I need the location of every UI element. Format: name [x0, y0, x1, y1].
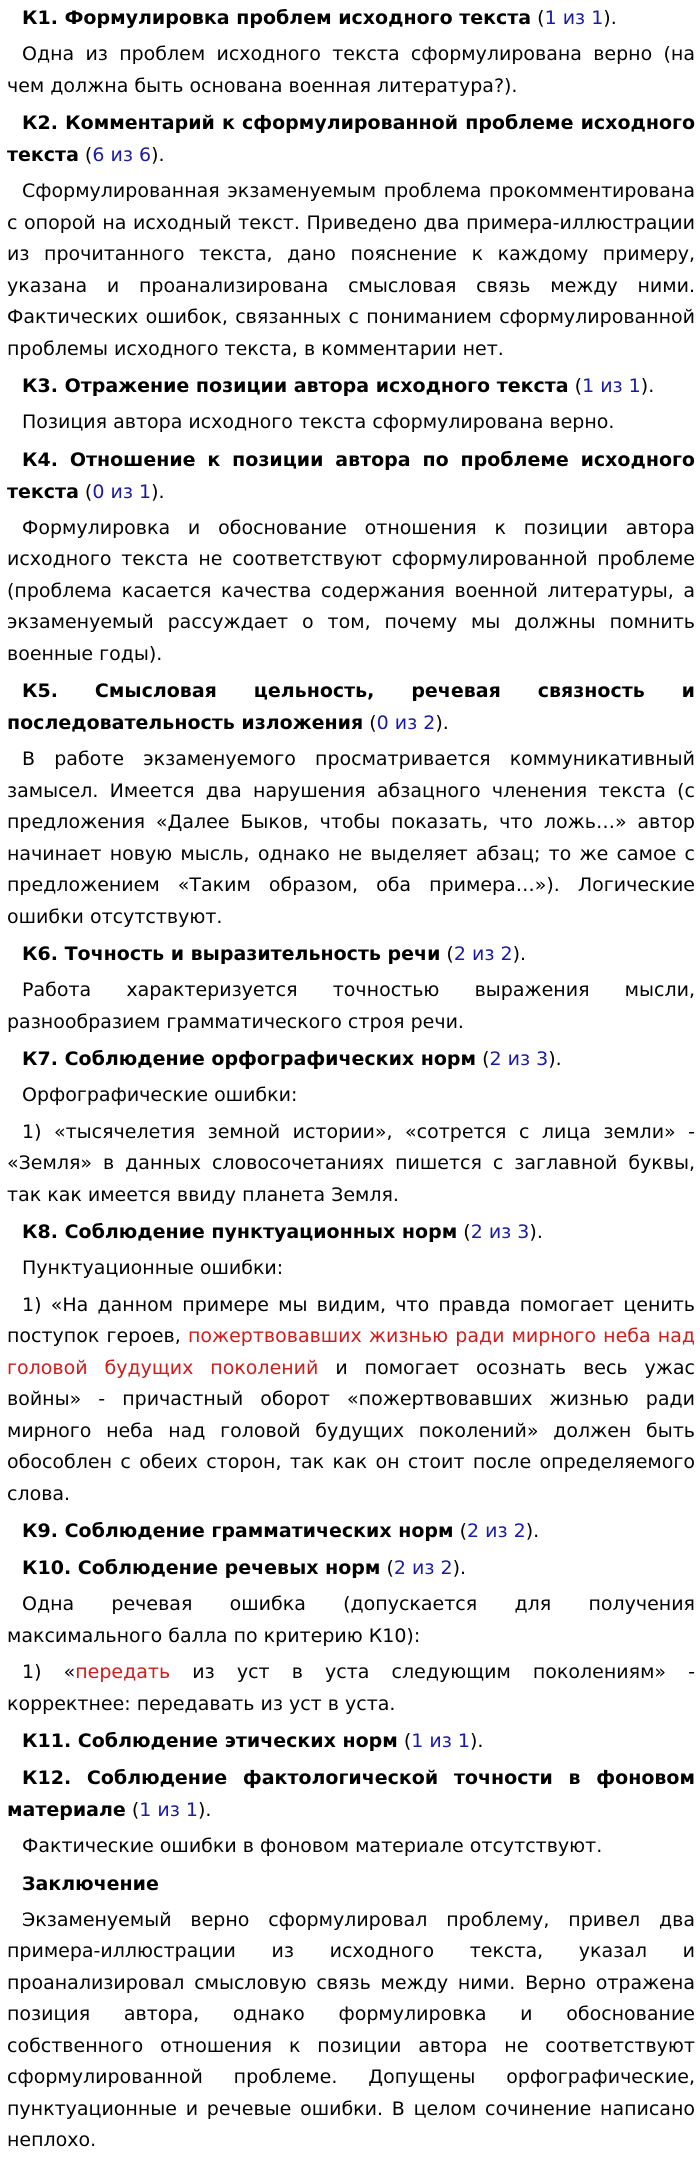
criterion-k10-comment: Одна речевая ошибка (допускается для получения максимального балла по критерию К10): — [7, 1593, 695, 1647]
criterion-title: К3. Отражение позиции автора исходного текста — [22, 375, 569, 397]
criterion-k12-comment: Фактические ошибки в фоновом материале отсутствуют. — [22, 1835, 603, 1857]
criterion-k7-label: Орфографические ошибки: — [22, 1084, 298, 1106]
criterion-k10-heading: К10. Соблюдение речевых норм (2 из 2). — [22, 1557, 467, 1579]
criterion-k2-heading: К2. Комментарий к сформулированной проблеме исходного текста (6 из 6). — [7, 112, 695, 166]
error-text-after: и помогает осознать весь ужас войны» - причастный оборот «пожертвовавших жизнью ради мирного неба над головой будущих поколений» должен быть обособлен с обеих сторон, так как он стоит после определяемого слова. — [7, 1356, 695, 1505]
criterion-k9-heading: К9. Соблюдение грамматических норм (2 из 2). — [22, 1520, 540, 1542]
error-highlight: передать — [75, 1661, 171, 1683]
criterion-k3-comment: Позиция автора исходного текста сформулирована верно. — [22, 411, 615, 433]
criterion-title: К5. Смысловая цельность, речевая связность и последовательность изложения — [7, 680, 695, 734]
criterion-k6-heading: К6. Точность и выразительность речи (2 из 2). — [22, 943, 527, 965]
criterion-k12-heading: К12. Соблюдение фактологической точности в фоновом материале (1 из 1). — [7, 1767, 695, 1821]
criterion-k8-heading: К8. Соблюдение пунктуационных норм (2 из 3). — [22, 1221, 543, 1243]
criterion-title: К8. Соблюдение пунктуационных норм — [22, 1221, 458, 1243]
criterion-k7-heading: К7. Соблюдение орфографических норм (2 из 3). — [22, 1048, 562, 1070]
criterion-k5-comment: В работе экзаменуемого просматривается коммуникативный замысел. Имеется два нарушения абзацного членения текста (с предложения «Далее Быков, чтобы показать, что ложь…» автор начинает новую мысль, однако не выделяет абзац; то же самое с предложением «Таким образом, оба примера…»). Логические ошибки отсутствуют. — [7, 748, 695, 928]
criterion-score: 1 из 1 — [139, 1799, 198, 1821]
criterion-title: К1. Формулировка проблем исходного текста — [22, 7, 532, 29]
error-text-before: 1) «На данном примере мы видим, что правда помогает ценить поступок героев, — [7, 1293, 695, 1347]
criterion-k6-comment: Работа характеризуется точностью выражения мысли, разнообразием грамматического строя речи. — [7, 979, 695, 1033]
conclusion-text: Экзаменуемый верно сформулировал проблему, привел два примера-иллюстрации из исходного текста, указал и проанализировал смысловую связь между ними. Верно отражена позиция автора, однако формулировка и обоснование собственного отношения к позиции автора не соответствуют сформулированной проблеме. Допущены орфографические, пунктуационные и речевые ошибки. В целом сочинение написано неплохо. — [7, 1908, 695, 2151]
criterion-title: К2. Комментарий к сформулированной проблеме исходного текста — [7, 112, 695, 166]
criterion-score: 2 из 2 — [393, 1557, 453, 1579]
error-text-before: 1) « — [22, 1661, 76, 1683]
criterion-k5-heading: К5. Смысловая цельность, речевая связность и последовательность изложения (0 из 2). — [7, 680, 695, 734]
criterion-title: К12. Соблюдение фактологической точности в фоновом материале — [7, 1767, 695, 1821]
criterion-k8-label: Пунктуационные ошибки: — [22, 1257, 284, 1279]
criterion-k1-comment: Одна из проблем исходного текста сформулирована верно (на чем должна быть основана военная литература?). — [7, 43, 695, 97]
criterion-k10-error-item — [7, 1655, 695, 1723]
criterion-score: 1 из 1 — [582, 375, 641, 397]
criterion-k1-heading: К1. Формулировка проблем исходного текста (1 из 1). — [22, 7, 617, 29]
criterion-k4-heading: К4. Отношение к позиции автора по проблеме исходного текста (0 из 1). — [7, 448, 695, 503]
criterion-k3-heading: К3. Отражение позиции автора исходного текста (1 из 1). — [22, 375, 655, 397]
criterion-title: К11. Соблюдение этических норм — [22, 1730, 398, 1752]
criterion-k4-comment: Формулировка и обоснование отношения к позиции автора исходного текста не соответствуют сформулированной проблеме (проблема касается качества содержания военной литературы, а экзаменуемый рассуждает о том, почему мы должны помнить военные годы). — [7, 516, 695, 665]
criterion-score: 6 из 6 — [92, 144, 152, 166]
criterion-title: К4. Отношение к позиции автора по проблеме исходного текста — [7, 448, 695, 503]
criterion-title: К6. Точность и выразительность речи — [22, 943, 441, 965]
criterion-score: 2 из 2 — [453, 943, 513, 965]
criterion-score: 2 из 3 — [470, 1221, 530, 1243]
criterion-title: К7. Соблюдение орфографических норм — [22, 1048, 477, 1070]
criterion-score: 0 из 2 — [376, 712, 436, 734]
criterion-k11-heading: К11. Соблюдение этических норм (1 из 1). — [22, 1730, 484, 1752]
conclusion-heading — [7, 1866, 695, 1903]
error-highlight: пожертвовавших жизнью ради мирного неба над головой будущих поколений — [7, 1325, 695, 1379]
conclusion-title: Заключение — [22, 1872, 159, 1895]
criterion-score: 1 из 1 — [544, 7, 604, 29]
criterion-score: 0 из 1 — [92, 480, 152, 503]
error-text-after: из уст в уста следующим поколениям» - корректнее: передавать из уст в уста. — [7, 1661, 695, 1715]
criterion-title: К10. Соблюдение речевых норм — [22, 1557, 381, 1579]
criterion-score: 2 из 3 — [489, 1048, 549, 1070]
criterion-k2-comment: Сформулированная экзаменуемым проблема прокомментирована с опорой на исходный текст. Приведено два примера-иллюстрации из прочитанного текста, дано пояснение к каждому примеру, указана и проанализирована смысловая связь между ними. Фактических ошибок, связанных с пониманием сформулированной проблемы исходного текста, в комментарии нет. — [7, 180, 695, 360]
criterion-score: 2 из 2 — [467, 1520, 526, 1542]
criterion-score: 1 из 1 — [411, 1730, 470, 1752]
criterion-title: К9. Соблюдение грамматических норм — [22, 1520, 454, 1542]
criterion-k8-error-item — [7, 1288, 695, 1514]
criterion-k7-error-item: 1) «тысячелетия земной истории», «сотрется с лица земли» - «Земля» в данных словосочетаниях пишется с заглавной буквы, так как имеется ввиду планета Земля. — [7, 1120, 695, 1206]
